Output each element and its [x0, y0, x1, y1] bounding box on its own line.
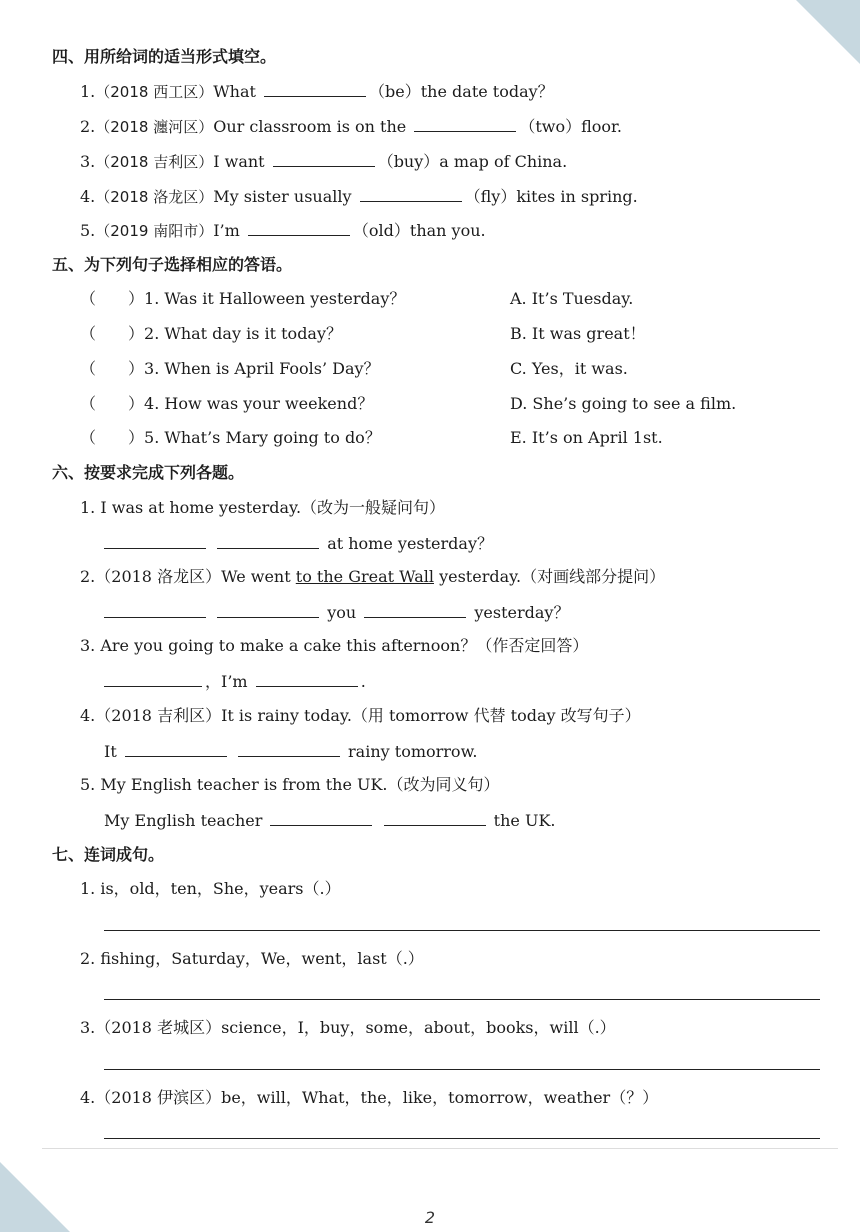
s7-item-3: 3.（2018 老城区）science，I，buy，some，about，books，will（.）	[80, 1018, 616, 1037]
answer-paren[interactable]: （ ）	[80, 324, 145, 343]
s7-item-4: 4.（2018 伊滨区）be，will，What，the，like，tomorrow，weather（？）	[80, 1088, 659, 1107]
s6-q4: 4.（2018 吉利区）It is rainy today.（用 tomorrow 代替 today 改写句子）	[80, 706, 641, 725]
s4-item-3: 3.（2018 吉利区）I want （buy）a map of China.	[80, 152, 568, 171]
s6-q2-answer: you yesterday？	[104, 601, 569, 624]
s4-item-2: 2.（2018 瀍河区）Our classroom is on the （two）floor.	[80, 117, 623, 136]
s7-item-2: 2. fishing，Saturday，We，went，last（.）	[80, 949, 424, 968]
s6-q3-answer: ，I’m .	[104, 670, 366, 693]
s5-answer-e: E. It’s on April 1st.	[510, 428, 663, 447]
s6-q5: 5. My English teacher is from the UK.（改为同义句）	[80, 775, 500, 794]
s6-q1: 1. I was at home yesterday.（改为一般疑问句）	[80, 498, 446, 517]
s5-answer-d: D. She’s going to see a film.	[510, 394, 737, 413]
s6-q1-answer: at home yesterday？	[104, 532, 493, 555]
s6-q3: 3. Are you going to make a cake this afternoon？（作否定回答）	[80, 636, 589, 655]
s5-question-3: （ ）3. When is April Fools’ Day？	[80, 359, 380, 378]
s6-q2-blank-2[interactable]	[217, 601, 319, 618]
section-5-title: 五、为下列句子选择相应的答语。	[52, 255, 293, 274]
s5-answer-b: B. It was great！	[510, 324, 646, 343]
s6-q4-answer: It rainy tomorrow.	[104, 742, 478, 761]
s5-question-5: （ ）5. What’s Mary going to do？	[80, 428, 381, 447]
s5-answer-a: A. It’s Tuesday.	[510, 289, 634, 308]
answer-paren[interactable]: （ ）	[80, 428, 145, 447]
s6-q1-blank-1[interactable]	[104, 532, 206, 549]
s6-q5-blank-1[interactable]	[270, 809, 372, 826]
corner-decoration-top-right	[796, 0, 860, 64]
s5-answer-c: C. Yes，it was.	[510, 359, 628, 378]
answer-paren[interactable]: （ ）	[80, 394, 145, 413]
answer-paren[interactable]: （ ）	[80, 289, 145, 308]
s4-blank-3[interactable]	[273, 150, 375, 167]
footer-divider	[42, 1148, 838, 1149]
s6-q2: 2.（2018 洛龙区）We went to the Great Wall yesterday.（对画线部分提问）	[80, 567, 666, 586]
section-4-title: 四、用所给词的适当形式填空。	[52, 47, 277, 66]
s6-q5-answer: My English teacher the UK.	[104, 811, 556, 830]
s4-item-1: 1.（2018 西工区）What （be）the date today？	[80, 82, 554, 101]
s7-answer-line-1[interactable]	[104, 930, 820, 931]
s6-q5-blank-2[interactable]	[384, 809, 486, 826]
s6-q1-blank-2[interactable]	[217, 532, 319, 549]
section-7-title: 七、连词成句。	[52, 845, 165, 864]
s6-q4-blank-1[interactable]	[125, 740, 227, 757]
s4-item-4: 4.（2018 洛龙区）My sister usually （fly）kites in spring.	[80, 187, 638, 206]
s4-blank-4[interactable]	[360, 185, 462, 202]
s6-q2-blank-1[interactable]	[104, 601, 206, 618]
answer-paren[interactable]: （ ）	[80, 359, 145, 378]
underlined-phrase: to the Great Wall	[295, 567, 434, 586]
s5-question-4: （ ）4. How was your weekend？	[80, 394, 374, 413]
s6-q3-blank-2[interactable]	[256, 670, 358, 687]
s4-blank-1[interactable]	[264, 80, 366, 97]
s6-q3-blank-1[interactable]	[104, 670, 202, 687]
s7-answer-line-2[interactable]	[104, 999, 820, 1000]
s6-q4-blank-2[interactable]	[238, 740, 340, 757]
s5-question-1: （ ）1. Was it Halloween yesterday？	[80, 289, 406, 308]
s4-blank-5[interactable]	[248, 219, 350, 236]
s7-item-1: 1. is，old，ten，She，years（.）	[80, 879, 341, 898]
s7-answer-line-4[interactable]	[104, 1138, 820, 1139]
s4-blank-2[interactable]	[414, 115, 516, 132]
page-number: 2	[424, 1208, 436, 1227]
section-6-title: 六、按要求完成下列各题。	[52, 463, 245, 482]
s7-answer-line-3[interactable]	[104, 1069, 820, 1070]
s5-question-2: （ ）2. What day is it today？	[80, 324, 343, 343]
s4-item-5: 5.（2019 南阳市）I’m （old）than you.	[80, 221, 486, 240]
s6-q2-blank-3[interactable]	[364, 601, 466, 618]
